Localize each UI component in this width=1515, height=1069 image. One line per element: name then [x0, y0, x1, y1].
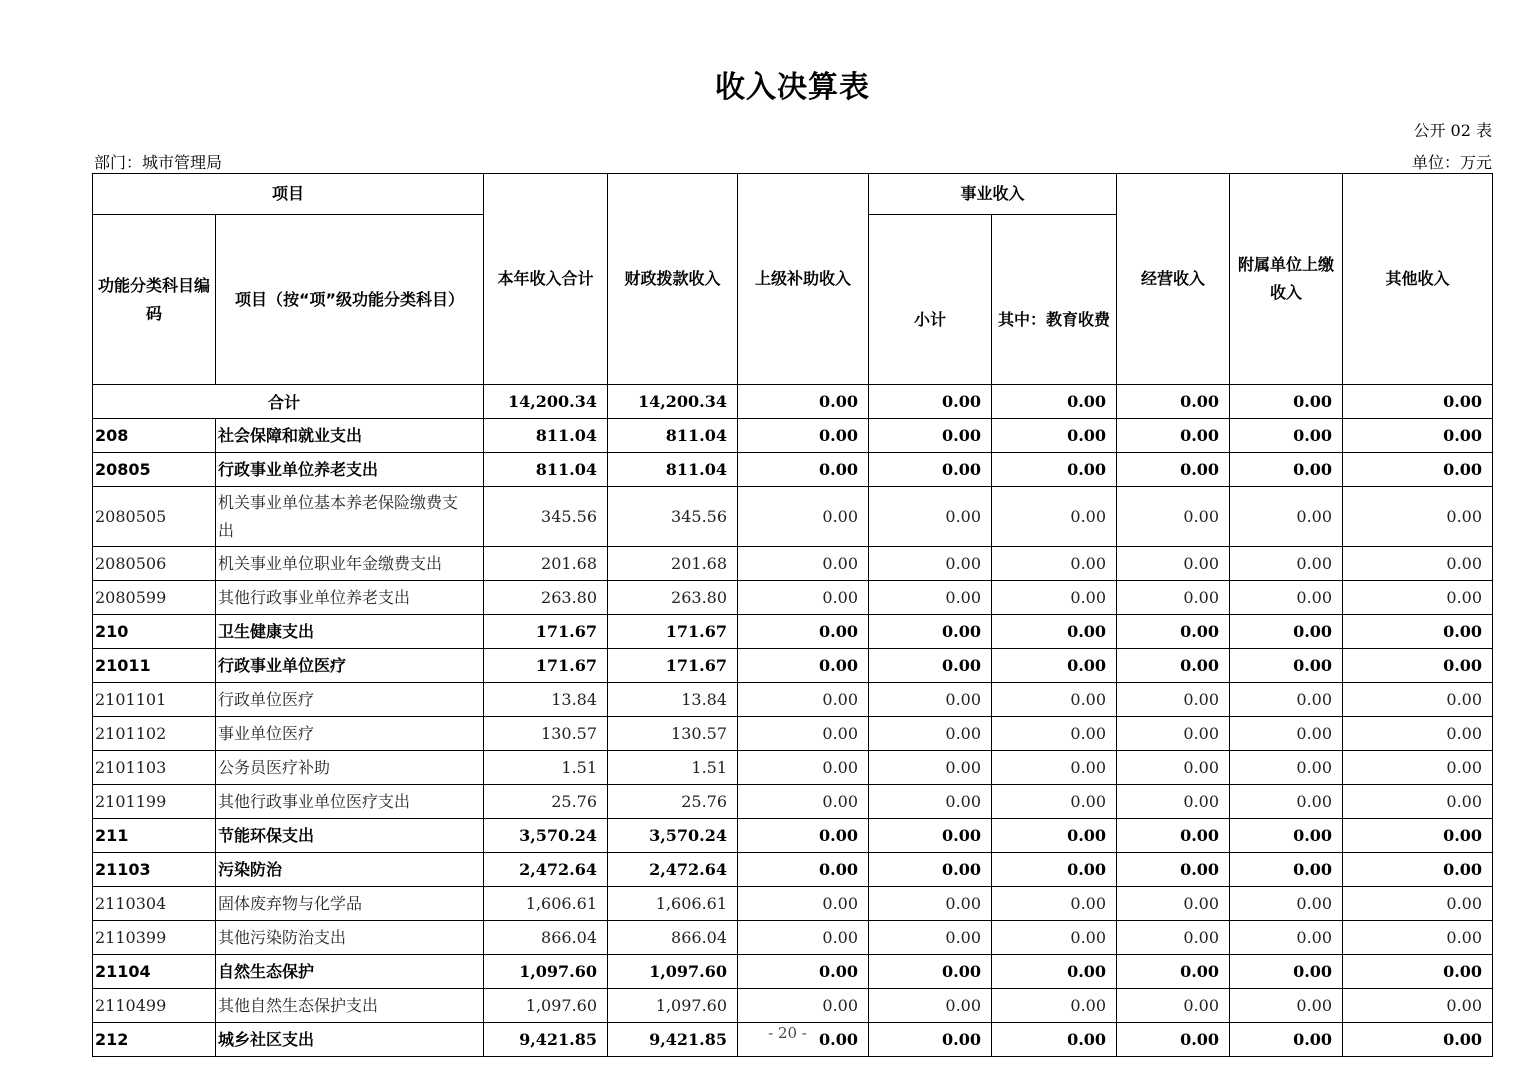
header-subtotal: 小计 [869, 215, 992, 385]
row-value: 0.00 [992, 751, 1117, 785]
row-code: 208 [93, 419, 216, 453]
total-label: 合计 [93, 385, 484, 419]
row-value: 0.00 [1230, 581, 1343, 615]
row-value: 0.00 [1117, 581, 1230, 615]
row-value: 0.00 [738, 955, 869, 989]
row-value: 9,421.85 [484, 1023, 608, 1057]
row-value: 0.00 [869, 955, 992, 989]
row-value: 0.00 [992, 989, 1117, 1023]
table-row [93, 649, 1493, 683]
row-value: 2,472.64 [484, 853, 608, 887]
table-row [93, 683, 1493, 717]
row-value: 0.00 [1343, 683, 1493, 717]
row-name: 公务员医疗补助 [216, 751, 484, 785]
row-value: 0.00 [1343, 921, 1493, 955]
row-value: 0.00 [992, 853, 1117, 887]
row-code: 2101101 [93, 683, 216, 717]
row-value: 0.00 [869, 419, 992, 453]
row-value: 0.00 [1230, 547, 1343, 581]
row-value: 0.00 [992, 649, 1117, 683]
row-value: 263.80 [608, 581, 738, 615]
row-value: 0.00 [1343, 487, 1493, 547]
total-value: 0.00 [869, 385, 992, 419]
table-row [93, 717, 1493, 751]
row-value: 0.00 [1343, 547, 1493, 581]
row-value: 0.00 [1230, 453, 1343, 487]
row-value: 0.00 [1117, 887, 1230, 921]
row-value: 0.00 [992, 785, 1117, 819]
row-value: 0.00 [1117, 921, 1230, 955]
row-code: 2110304 [93, 887, 216, 921]
header-total: 本年收入合计 [484, 174, 608, 385]
row-value: 0.00 [1117, 487, 1230, 547]
row-name: 污染防治 [216, 853, 484, 887]
row-value: 0.00 [1343, 717, 1493, 751]
total-value: 14,200.34 [484, 385, 608, 419]
row-value: 0.00 [1343, 853, 1493, 887]
row-value: 0.00 [1230, 921, 1343, 955]
form-number: 公开 02 表 [1413, 121, 1492, 140]
row-value: 0.00 [738, 751, 869, 785]
table-row [93, 955, 1493, 989]
row-value: 0.00 [992, 487, 1117, 547]
row-value: 0.00 [992, 921, 1117, 955]
row-value: 0.00 [738, 717, 869, 751]
total-value: 0.00 [1230, 385, 1343, 419]
row-value: 0.00 [738, 453, 869, 487]
row-value: 0.00 [1117, 547, 1230, 581]
row-value: 0.00 [1230, 955, 1343, 989]
row-name: 城乡社区支出 [216, 1023, 484, 1057]
row-value: 2,472.64 [608, 853, 738, 887]
total-value: 0.00 [1343, 385, 1493, 419]
row-value: 1,097.60 [484, 989, 608, 1023]
row-value: 0.00 [1230, 1023, 1343, 1057]
row-value: 0.00 [869, 921, 992, 955]
row-code: 21103 [93, 853, 216, 887]
row-value: 171.67 [484, 649, 608, 683]
total-value: 0.00 [738, 385, 869, 419]
row-code: 212 [93, 1023, 216, 1057]
row-name: 机关事业单位基本养老保险缴费支出 [216, 487, 484, 547]
row-name: 事业单位医疗 [216, 717, 484, 751]
row-value: 0.00 [1230, 989, 1343, 1023]
row-value: 0.00 [1343, 649, 1493, 683]
row-value: 0.00 [992, 615, 1117, 649]
income-table [92, 173, 1493, 1057]
row-code: 21104 [93, 955, 216, 989]
row-value: 0.00 [869, 785, 992, 819]
row-value: 0.00 [1230, 853, 1343, 887]
row-value: 0.00 [1343, 453, 1493, 487]
row-value: 0.00 [992, 717, 1117, 751]
row-value: 0.00 [738, 615, 869, 649]
row-name: 自然生态保护 [216, 955, 484, 989]
table-row [93, 921, 1493, 955]
row-value: 0.00 [992, 1023, 1117, 1057]
row-value: 0.00 [869, 989, 992, 1023]
row-value: 1,606.61 [608, 887, 738, 921]
row-value: 0.00 [738, 887, 869, 921]
row-value: 0.00 [1230, 649, 1343, 683]
row-value: 0.00 [869, 819, 992, 853]
header-name: 项目（按“项”级功能分类科目） [216, 215, 484, 385]
row-value: 0.00 [1117, 955, 1230, 989]
row-name: 其他污染防治支出 [216, 921, 484, 955]
row-value: 0.00 [1117, 785, 1230, 819]
header-project: 项目 [93, 174, 484, 215]
row-code: 2080505 [93, 487, 216, 547]
row-value: 0.00 [992, 683, 1117, 717]
row-value: 0.00 [1117, 989, 1230, 1023]
total-value: 0.00 [1117, 385, 1230, 419]
row-value: 0.00 [1230, 419, 1343, 453]
header-education: 其中：教育收费 [992, 215, 1117, 385]
row-value: 201.68 [484, 547, 608, 581]
row-value: 0.00 [1230, 615, 1343, 649]
row-value: 263.80 [484, 581, 608, 615]
row-value: 0.00 [738, 419, 869, 453]
row-value: 0.00 [1117, 853, 1230, 887]
row-value: 1,097.60 [608, 989, 738, 1023]
row-value: 0.00 [1343, 615, 1493, 649]
row-value: 0.00 [738, 547, 869, 581]
row-value: 0.00 [1343, 1023, 1493, 1057]
row-value: 13.84 [608, 683, 738, 717]
row-value: 0.00 [1343, 887, 1493, 921]
row-code: 21011 [93, 649, 216, 683]
table-row [93, 853, 1493, 887]
row-value: 0.00 [869, 683, 992, 717]
row-value: 0.00 [1343, 581, 1493, 615]
row-value: 0.00 [738, 853, 869, 887]
row-value: 0.00 [869, 751, 992, 785]
row-value: 1.51 [608, 751, 738, 785]
table-body [93, 385, 1493, 1057]
row-value: 130.57 [484, 717, 608, 751]
row-value: 0.00 [1117, 615, 1230, 649]
table-row [93, 487, 1493, 547]
table-row [93, 419, 1493, 453]
row-value: 811.04 [484, 419, 608, 453]
row-value: 0.00 [869, 547, 992, 581]
row-value: 0.00 [1230, 683, 1343, 717]
table-row [93, 615, 1493, 649]
row-name: 社会保障和就业支出 [216, 419, 484, 453]
row-value: 0.00 [992, 419, 1117, 453]
row-value: 171.67 [608, 615, 738, 649]
row-value: 0.00 [1117, 453, 1230, 487]
header-business: 经营收入 [1117, 174, 1230, 385]
row-value: 0.00 [1230, 887, 1343, 921]
row-value: 0.00 [738, 989, 869, 1023]
row-value: 0.00 [1117, 419, 1230, 453]
row-value: 25.76 [608, 785, 738, 819]
page-title: 收入决算表 [715, 70, 870, 105]
row-value: 0.00 [1230, 717, 1343, 751]
row-value: 9,421.85 [608, 1023, 738, 1057]
row-value: 0.00 [1343, 751, 1493, 785]
row-value: 0.00 [1117, 649, 1230, 683]
row-value: 0.00 [1343, 419, 1493, 453]
row-value: 866.04 [608, 921, 738, 955]
row-value: 0.00 [869, 887, 992, 921]
row-value: 0.00 [738, 581, 869, 615]
row-code: 211 [93, 819, 216, 853]
header-fiscal: 财政拨款收入 [608, 174, 738, 385]
row-value: 0.00 [992, 955, 1117, 989]
row-name: 固体废弃物与化学品 [216, 887, 484, 921]
header-superior: 上级补助收入 [738, 174, 869, 385]
total-row [93, 385, 1493, 419]
table-row [93, 989, 1493, 1023]
row-value: 3,570.24 [484, 819, 608, 853]
row-value: 0.00 [992, 547, 1117, 581]
row-value: 0.00 [869, 487, 992, 547]
row-value: 345.56 [608, 487, 738, 547]
row-value: 0.00 [738, 785, 869, 819]
row-value: 0.00 [869, 615, 992, 649]
header-other: 其他收入 [1343, 174, 1493, 385]
row-value: 0.00 [1117, 1023, 1230, 1057]
row-value: 0.00 [1117, 819, 1230, 853]
header-code: 功能分类科目编码 [93, 215, 216, 385]
table-row [93, 581, 1493, 615]
department-label: 部门：城市管理局 [94, 153, 223, 172]
table-row [93, 819, 1493, 853]
row-value: 0.00 [992, 453, 1117, 487]
table-row [93, 785, 1493, 819]
row-value: 130.57 [608, 717, 738, 751]
row-value: 0.00 [738, 487, 869, 547]
table-row [93, 751, 1493, 785]
row-code: 210 [93, 615, 216, 649]
row-name: 其他自然生态保护支出 [216, 989, 484, 1023]
table-row [93, 887, 1493, 921]
row-code: 2101199 [93, 785, 216, 819]
row-value: 0.00 [1230, 819, 1343, 853]
row-value: 0.00 [1230, 751, 1343, 785]
header-career: 事业收入 [869, 174, 1117, 215]
page-number: - 20 - [768, 1024, 807, 1042]
row-code: 2110499 [93, 989, 216, 1023]
row-value: 3,570.24 [608, 819, 738, 853]
row-value: 0.00 [738, 649, 869, 683]
row-value: 171.67 [484, 615, 608, 649]
row-value: 0.00 [738, 683, 869, 717]
row-code: 20805 [93, 453, 216, 487]
row-value: 811.04 [608, 419, 738, 453]
row-name: 其他行政事业单位养老支出 [216, 581, 484, 615]
row-name: 卫生健康支出 [216, 615, 484, 649]
row-value: 0.00 [1230, 785, 1343, 819]
row-value: 1,097.60 [608, 955, 738, 989]
row-value: 0.00 [738, 921, 869, 955]
row-value: 0.00 [1230, 487, 1343, 547]
row-value: 0.00 [1117, 717, 1230, 751]
row-name: 其他行政事业单位医疗支出 [216, 785, 484, 819]
row-value: 0.00 [1343, 989, 1493, 1023]
row-name: 机关事业单位职业年金缴费支出 [216, 547, 484, 581]
row-value: 0.00 [1343, 955, 1493, 989]
row-value: 811.04 [484, 453, 608, 487]
row-name: 行政事业单位养老支出 [216, 453, 484, 487]
row-value: 201.68 [608, 547, 738, 581]
row-name: 行政事业单位医疗 [216, 649, 484, 683]
row-value: 0.00 [992, 819, 1117, 853]
unit-label: 单位：万元 [1411, 153, 1492, 172]
row-value: 0.00 [869, 717, 992, 751]
row-value: 1,097.60 [484, 955, 608, 989]
row-value: 345.56 [484, 487, 608, 547]
row-value: 0.00 [869, 453, 992, 487]
row-name: 行政单位医疗 [216, 683, 484, 717]
total-value: 0.00 [992, 385, 1117, 419]
row-value: 25.76 [484, 785, 608, 819]
row-code: 2101102 [93, 717, 216, 751]
row-value: 0.00 [1117, 683, 1230, 717]
row-value: 0.00 [1343, 785, 1493, 819]
table-row [93, 547, 1493, 581]
row-code: 2101103 [93, 751, 216, 785]
table-row [93, 453, 1493, 487]
header-affiliated: 附属单位上缴收入 [1230, 174, 1343, 385]
row-value: 0.00 [1343, 819, 1493, 853]
row-value: 0.00 [992, 887, 1117, 921]
row-value: 0.00 [869, 649, 992, 683]
row-value: 0.00 [869, 853, 992, 887]
row-code: 2110399 [93, 921, 216, 955]
row-code: 2080506 [93, 547, 216, 581]
row-value: 13.84 [484, 683, 608, 717]
row-value: 0.00 [869, 581, 992, 615]
row-value: 811.04 [608, 453, 738, 487]
row-value: 866.04 [484, 921, 608, 955]
row-value: 0.00 [738, 1023, 869, 1057]
row-value: 171.67 [608, 649, 738, 683]
row-value: 0.00 [1117, 751, 1230, 785]
row-value: 1,606.61 [484, 887, 608, 921]
row-name: 节能环保支出 [216, 819, 484, 853]
total-value: 14,200.34 [608, 385, 738, 419]
row-value: 0.00 [992, 581, 1117, 615]
row-value: 0.00 [869, 1023, 992, 1057]
row-value: 1.51 [484, 751, 608, 785]
row-code: 2080599 [93, 581, 216, 615]
row-value: 0.00 [738, 819, 869, 853]
